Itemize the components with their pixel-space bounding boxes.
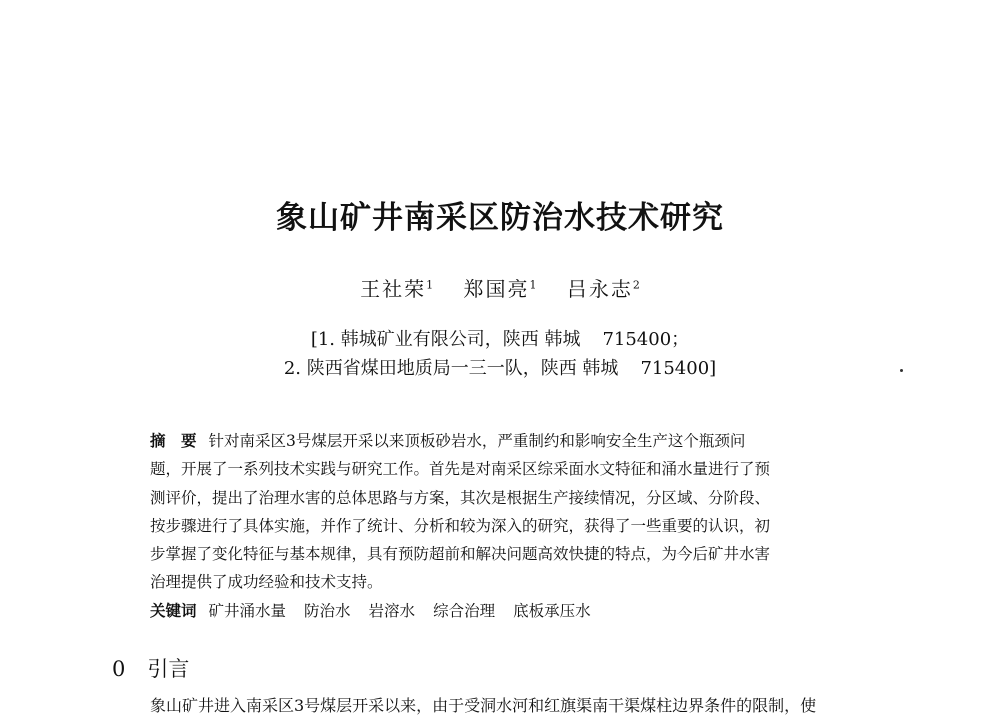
affiliation-text: 2. 陕西省煤田地质局一三一队，陕西 韩城 xyxy=(283,358,619,379)
affiliation-line-2 xyxy=(0,355,1000,383)
author-affiliation-mark: 1 xyxy=(426,278,434,291)
abstract-label: 摘 要 xyxy=(150,432,197,450)
abstract-line xyxy=(150,427,862,455)
keyword: 防治水 xyxy=(304,601,351,620)
keyword: 底板承压水 xyxy=(513,601,591,620)
keywords-label: 关键词 xyxy=(150,601,197,620)
affiliation-line-1 xyxy=(0,326,1000,354)
section-number: 0 xyxy=(112,657,126,681)
abstract-line: 按步骤进行了具体实施，并作了统计、分析和较为深入的研究，获得了一些重要的认识，初 xyxy=(150,516,771,535)
postal-code: 715400； xyxy=(602,329,690,350)
paper-title: 象山矿井南采区防治水技术研究 xyxy=(276,200,724,236)
abstract-line: 步掌握了变化特征与基本规律，具有预防超前和解决问题高效快捷的特点，为今后矿井水害 xyxy=(150,545,771,564)
author-affiliation-mark: 1 xyxy=(529,278,537,291)
section-heading xyxy=(112,654,189,684)
postal-code: 715400] xyxy=(640,358,717,379)
author-affiliation-mark: 2 xyxy=(632,278,640,291)
abstract-block xyxy=(150,427,862,625)
abstract-line: 治理提供了成功经验和技术支持。 xyxy=(150,573,383,592)
abstract-line: 题，开展了一系列技术实践与研究工作。首先是对南采区综采面水文特征和涌水量进行了预 xyxy=(150,460,771,479)
author xyxy=(464,277,537,301)
keywords-line xyxy=(150,597,862,625)
author-name: 郑国亮 xyxy=(463,276,530,301)
body-text-line: 象山矿井进入南采区3号煤层开采以来，由于受洞水河和红旗渠南干渠煤柱边界条件的限制，使 xyxy=(150,696,817,715)
keyword: 综合治理 xyxy=(433,601,496,620)
author-list xyxy=(0,270,1000,304)
affiliation-text: [1. 韩城矿业有限公司，陕西 韩城 xyxy=(310,329,581,350)
author-name: 吕永志 xyxy=(566,276,633,301)
stray-dot xyxy=(900,369,903,372)
keyword: 岩溶水 xyxy=(368,601,416,620)
section-title: 引言 xyxy=(147,657,190,681)
abstract-text: 针对南采区3号煤层开采以来顶板砂岩水，严重制约和影响安全生产这个瓶颈问 xyxy=(208,432,746,450)
author-name: 王社荣 xyxy=(360,276,427,301)
author xyxy=(567,277,640,301)
author xyxy=(360,277,433,301)
keyword: 矿井涌水量 xyxy=(208,601,287,620)
abstract-line: 测评价，提出了治理水害的总体思路与方案，其次是根据生产接续情况，分区域、分阶段、 xyxy=(150,488,771,507)
